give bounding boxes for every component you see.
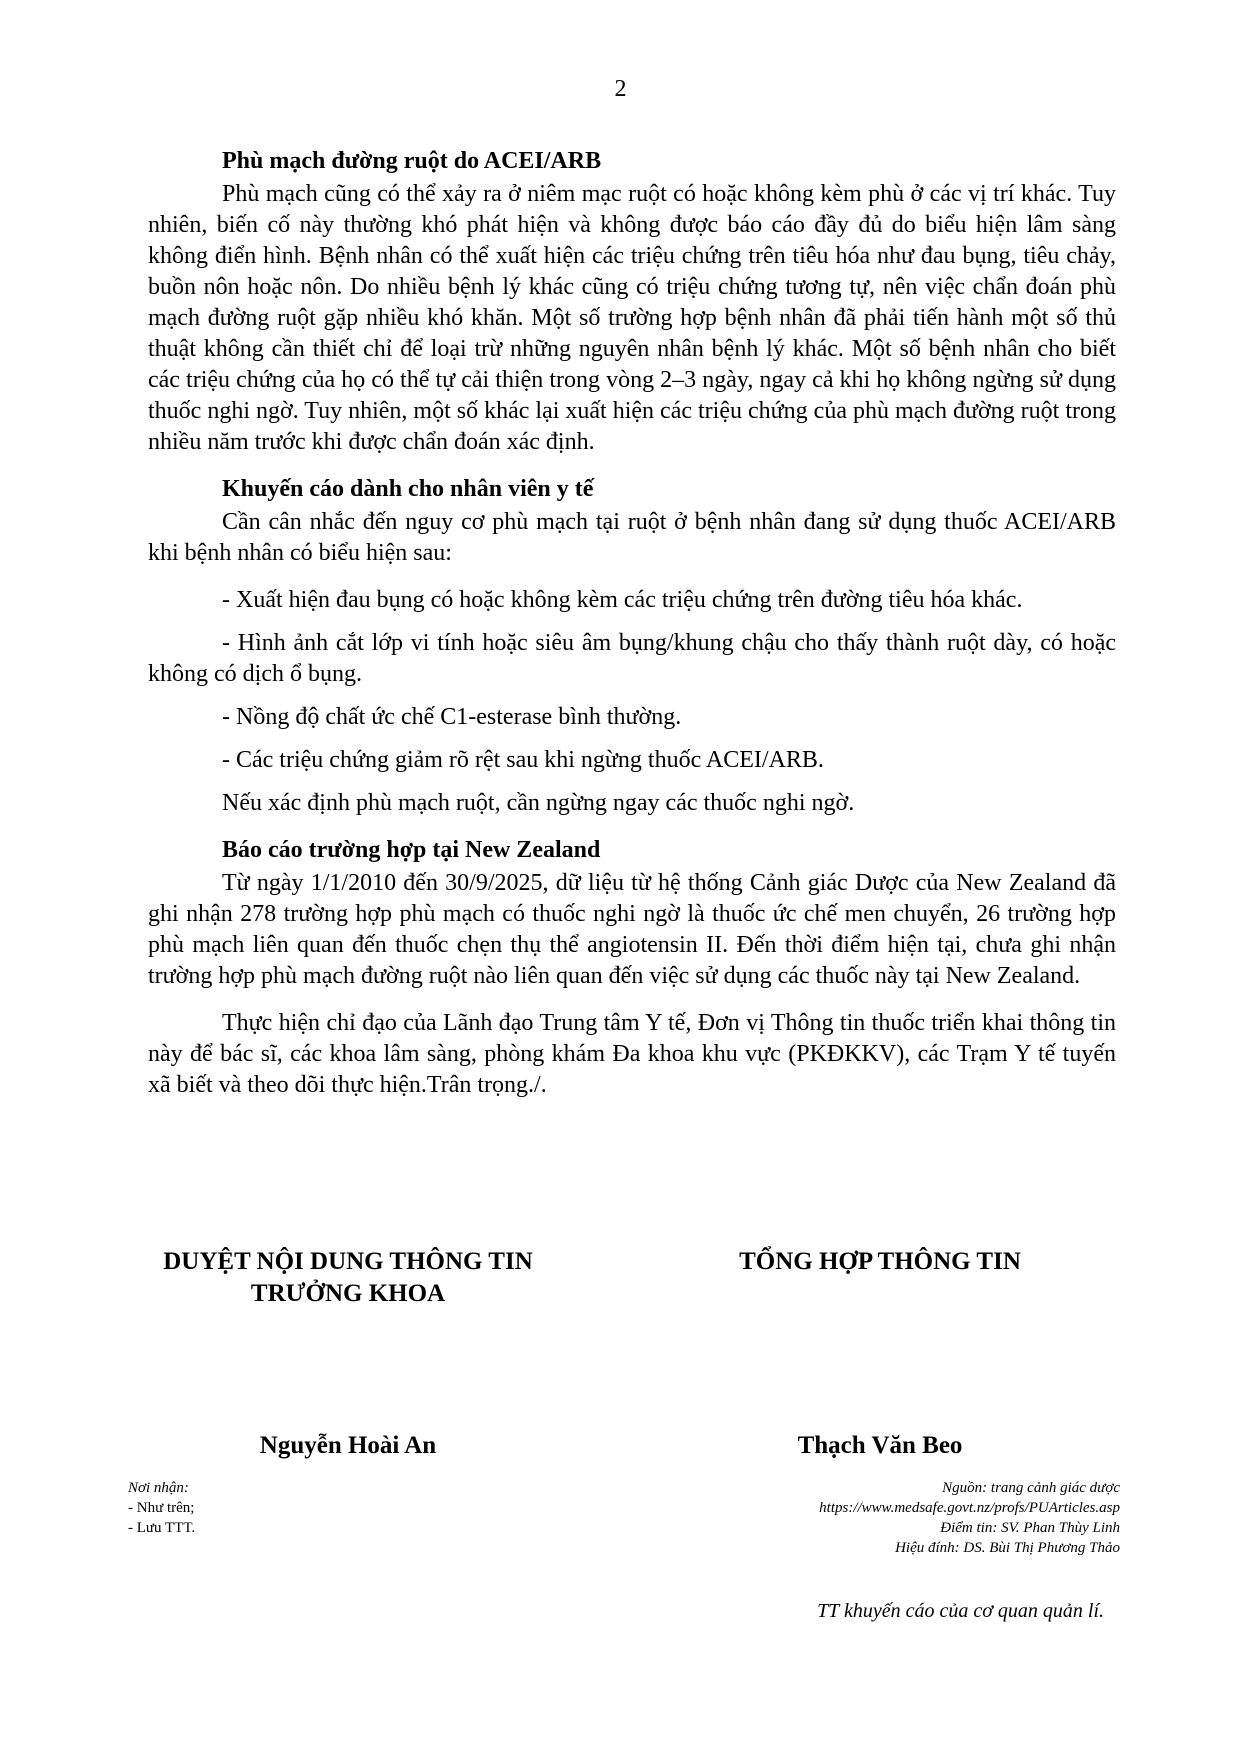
document-body: [148, 146, 1116, 1117]
bullet-item: - Các triệu chứng giảm rõ rệt sau khi ngừng thuốc ACEI/ARB.: [222, 747, 824, 773]
section-heading-new-zealand-report: Báo cáo trường hợp tại New Zealand: [222, 837, 601, 863]
paragraph-recommendations-intro: Cần cân nhắc đến nguy cơ phù mạch tại ruột ở bệnh nhân đang sử dụng thuốc ACEI/ARB khi bệnh nhân có biểu hiện sau:: [148, 509, 1116, 566]
page-number: 2: [614, 76, 627, 102]
recipients-title: Nơi nhận:: [128, 1480, 189, 1496]
source-url: https://www.medsafe.govt.nz/profs/PUArticles.asp: [819, 1500, 1120, 1516]
recipient-item: - Như trên;: [128, 1500, 195, 1516]
source-block: [700, 1478, 1120, 1558]
paragraph-closing: Thực hiện chỉ đạo của Lãnh đạo Trung tâm Y tế, Đơn vị Thông tin thuốc triển khai thông tin này để bác sĩ, các khoa lâm sàng, phòng khám Đa khoa khu vực (PKĐKKV), các Trạm Y tế tuyến xã biết và theo dõi thực hiện.Trân trọng./.: [148, 1010, 1116, 1098]
footer-note: TT khuyến cáo của cơ quan quản lí.: [817, 1600, 1104, 1622]
bullet-item: - Xuất hiện đau bụng có hoặc không kèm các triệu chứng trên đường tiêu hóa khác.: [222, 587, 1023, 613]
recipients-block: [128, 1478, 195, 1538]
signature-left-name: Nguyễn Hoài An: [259, 1432, 437, 1459]
signature-right-name: Thạch Văn Beo: [797, 1432, 963, 1459]
source-line: Điểm tin: SV. Phan Thùy Linh: [940, 1520, 1120, 1536]
paragraph-recommendations-conclusion: Nếu xác định phù mạch ruột, cần ngừng ngay các thuốc nghi ngờ.: [222, 790, 855, 816]
signature-left-title-line1: DUYỆT NỘI DUNG THÔNG TIN: [163, 1248, 533, 1275]
section-heading-intestinal-angioedema: Phù mạch đường ruột do ACEI/ARB: [222, 148, 602, 174]
section-heading-recommendations: Khuyến cáo dành cho nhân viên y tế: [222, 476, 594, 502]
signature-left-title: [138, 1246, 558, 1310]
source-line: Nguồn: trang cảnh giác dược: [942, 1480, 1120, 1496]
bullet-item: - Nồng độ chất ức chế C1-esterase bình thường.: [222, 704, 682, 730]
recipient-item: - Lưu TTT.: [128, 1520, 196, 1536]
bullet-item: - Hình ảnh cắt lớp vi tính hoặc siêu âm bụng/khung chậu cho thấy thành ruột dày, có hoặc không có dịch ổ bụng.: [148, 630, 1116, 687]
signature-right-title: TỔNG HỢP THÔNG TIN: [739, 1248, 1021, 1275]
paragraph-new-zealand-report: Từ ngày 1/1/2010 đến 30/9/2025, dữ liệu từ hệ thống Cảnh giác Dược của New Zealand đã ghi nhận 278 trường hợp phù mạch có thuốc nghi ngờ là thuốc ức chế men chuyển, 26 trường hợp phù mạch liên quan đến thuốc chẹn thụ thể angiotensin II. Đến thời điểm hiện tại, chưa ghi nhận trường hợp phù mạch đường ruột nào liên quan đến việc sử dụng các thuốc này tại New Zealand.: [148, 870, 1116, 989]
signature-left-title-line2: TRƯỞNG KHOA: [250, 1280, 446, 1307]
paragraph-intestinal-angioedema: Phù mạch cũng có thể xảy ra ở niêm mạc ruột có hoặc không kèm phù ở các vị trí khác. Tuy nhiên, biến cố này thường khó phát hiện và không được báo cáo đầy đủ do biểu hiện lâm sàng không điển hình. Bệnh nhân có thể xuất hiện các triệu chứng trên tiêu hóa như đau bụng, tiêu chảy, buồn nôn hoặc nôn. Do nhiều bệnh lý khác cũng có triệu chứng tương tự, nên việc chẩn đoán phù mạch đường ruột gặp nhiều khó khăn. Một số trường hợp bệnh nhân đã phải tiến hành một số thủ thuật không cần thiết chỉ để loại trừ những nguyên nhân bệnh lý khác. Một số bệnh nhân cho biết các triệu chứng của họ có thể tự cải thiện trong vòng 2–3 ngày, ngay cả khi họ không ngừng sử dụng thuốc nghi ngờ. Tuy nhiên, một số khác lại xuất hiện các triệu chứng của phù mạch đường ruột trong nhiều năm trước khi được chẩn đoán xác định.: [148, 181, 1116, 455]
source-line: Hiệu đính: DS. Bùi Thị Phương Thảo: [895, 1540, 1120, 1556]
